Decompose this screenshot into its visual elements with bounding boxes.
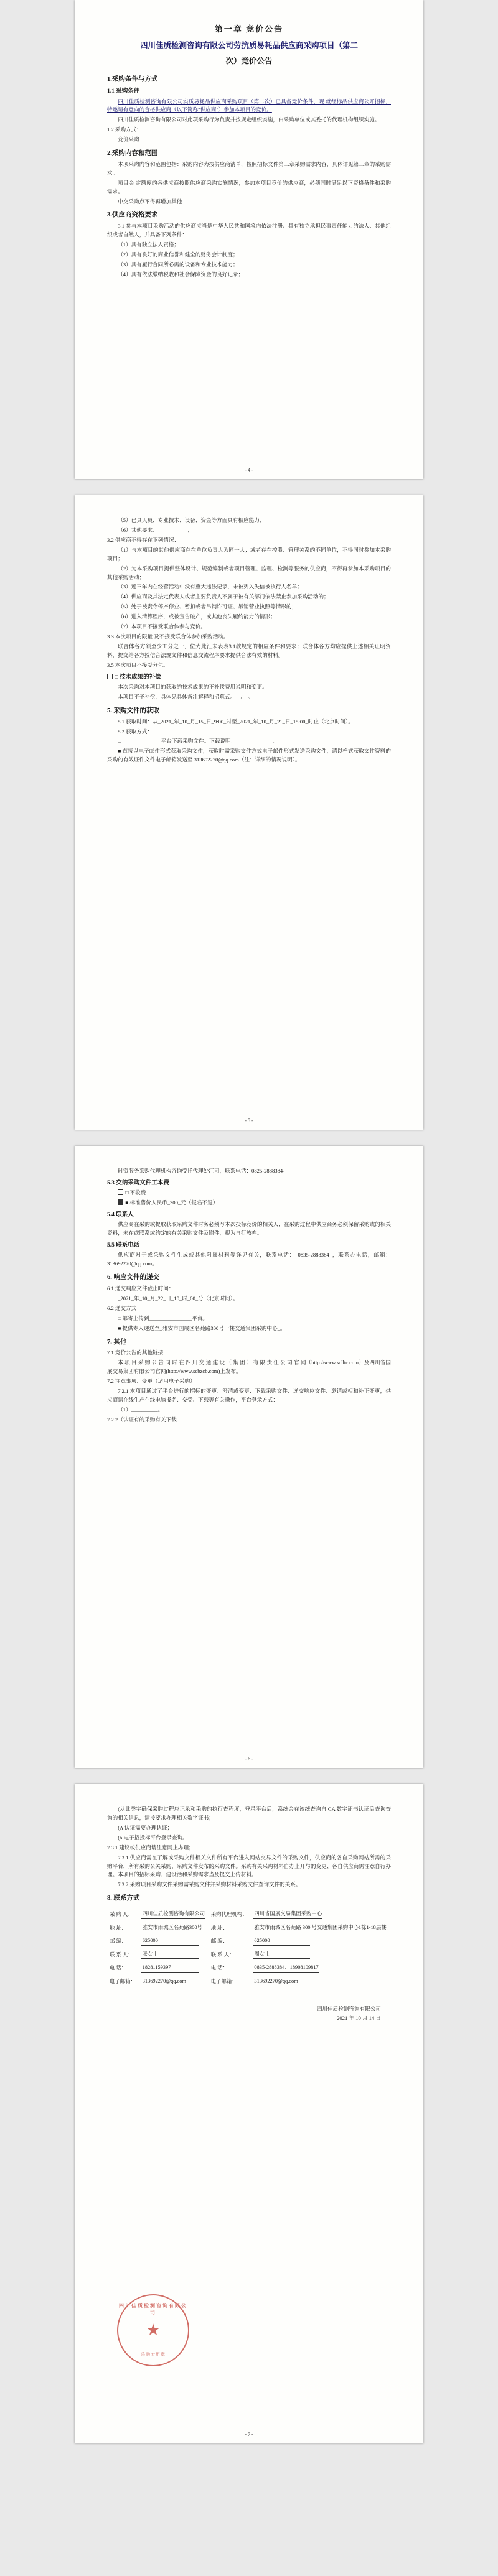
agency-phone-label: 电 话： <box>210 1965 228 1971</box>
star-icon: ★ <box>146 2321 161 2339</box>
purchaser-value: 四川佳质检测咨询有限公司 <box>141 1910 205 1919</box>
section-5-3-option-free-label: □ 不收费 <box>125 1189 146 1196</box>
section-7-heading: 7. 其他 <box>107 1338 127 1346</box>
section-3-item-3: （3）具有履行合同所必需的设备和专业技术能力； <box>118 261 238 267</box>
agency-address-label: 地 址： <box>210 1925 228 1931</box>
page4-note-0: (从此类字确保采购过程应记录和采购的执行查程度，登录平台后，系统会在该统查询自 CA 数字证书认证后查询查询的相关信息，请按要求办理相关数字证书； <box>107 1806 391 1821</box>
section-5-3-option-free <box>107 1189 391 1197</box>
section-3-item-4: （4）具有依法缴纳税收和社会保障资金的良好记录； <box>118 271 244 277</box>
page2-item-10: 3.3 本次项目的限量 及不接受联合体参加采购活动。 <box>107 633 229 640</box>
page4-note-3: 7.3.1 建议或供应商请注意网上办理； <box>107 1844 194 1851</box>
section-1-1-para-1: 四川佳质检测咨询有限公司实质易耗品供应商采购项目（第二次）已具备竞价条件，现 就经标品供应商公开招标，特邀请有意向的合格供应商（以下简称"供应商"）参加本项目的竞价。 <box>107 98 391 113</box>
section-3-para-1: 3.1 参与本项目采购活动的供应商应当是中华人民共和国境内依法注册、具有独立承担民事责任能力的法人、其他组织或者自然人，并具备下列条件： <box>107 223 391 238</box>
page-number-1: - 4 - <box>245 467 253 473</box>
section-2-heading: 2.采购内容和范围 <box>107 150 158 157</box>
section-5-5-body: 供应商对于或采购文件生成或其他附属材料等详见有关，联系电话：_0835-2888384_，联系办电话，邮箱：313692270@qq.com。 <box>107 1252 391 1267</box>
page4-note-1: (A 认证需要办理认证； <box>118 1824 173 1831</box>
section-6-2-option-upload: □ 邮寄上传到________________平台。 <box>118 1314 209 1321</box>
section-7-2-1-item: （1）__________。 <box>118 1406 164 1413</box>
page2-item-1: （6）其他要求：___________； <box>118 526 193 533</box>
section-1-heading: 1.采购条件与方式 <box>107 75 158 83</box>
section-3-item-2: （2）具有良好的商业信誉和健全的财务会计制度； <box>118 251 238 258</box>
seal-top-text: 四川佳质检测咨询有限公司 <box>119 2303 187 2315</box>
section-5-4-heading: 5.4 联系人 <box>107 1212 134 1219</box>
purchaser-label: 采 购 人： <box>110 1912 133 1918</box>
checkbox-icon[interactable] <box>107 674 113 679</box>
checkbox-checked-icon[interactable] <box>118 1199 123 1205</box>
tech-compensation-line: 本项目不予补偿，具体见具体备注解释和招募式。__/__。 <box>118 693 253 700</box>
section-3-item-1: （1）具有独立法人资格； <box>118 241 180 248</box>
document-page-3 <box>75 1146 423 1768</box>
tech-compensation-body: 本次采购对本项目的获取的技术成果的不补偿费用说明和变更。 <box>118 684 268 690</box>
section-6-2-label: 6.2 递交方式 <box>107 1304 137 1311</box>
section-5-2-para: 5.2 获取方式： <box>118 728 153 735</box>
agency-address-value: 雅安市雨城区名苑路 300 号交通集团采购中心1栋1-18层楼 <box>253 1924 386 1933</box>
table-row <box>107 1961 391 1974</box>
seal-bottom-text: 采购专用章 <box>141 2352 166 2357</box>
purchaser-email-label: 电子邮箱： <box>110 1979 136 1985</box>
table-row <box>107 1921 391 1935</box>
signature-date: 2021 年 10 月 14 日 <box>337 2015 381 2022</box>
section-1-1-heading: 1.1 采购条件 <box>107 88 140 95</box>
agency-contact-value: 周女士 <box>253 1951 310 1960</box>
page4-note-2: (b 电子招投标平台登录查询。 <box>118 1834 188 1841</box>
page2-item-12: 3.5 本次项目不接受分包。 <box>107 661 169 668</box>
section-7-3-1-body: 7.3.1 供应商需在了解或采购文件相关文件所有平台进入网站交易文件的采购文件，供应商的各自采购网站所需的采购平台，所有采购公关采购、采购文件发布的采购文件。采购有关采购材料自办上开与的变更、各自供应商需注意自行办理。本项目的招标采购、建设活和采购需求当及提交上传材料。 <box>107 1854 391 1878</box>
section-7-2-2-label: 7.2.2（认证有的采购有关下载 <box>107 1416 177 1423</box>
page2-item-2: 3.2 供应商不得存在下列情况： <box>107 536 180 543</box>
page2-item-0: （5）已具人员、专业技术、设备、资金等方面具有相应能力； <box>118 517 265 523</box>
purchaser-phone-value: 18281159397 <box>141 1964 199 1973</box>
page2-item-9: （7）本项目不接受联合体参与竞价。 <box>118 623 206 630</box>
section-1-1-para-2: 四川佳质检测咨询有限公司对此项采购行为负责并按规定组织实施，由采购单位或其委托的代理机构组织实施。 <box>118 116 380 123</box>
signature-org: 四川佳质检测咨询有限公司 <box>316 2005 381 2012</box>
agency-phone-value: 0835-2888384、18908109817 <box>253 1964 318 1973</box>
section-7-2-1-body: 7.2.1 本项目通过了平台进行的招标的变更、澄清或变更、下载采购文件、递交响应文件、邀请或相和补正变更，供应商请在线生产在线电脑报名、交受、下载等有关操作，平台登录方式： <box>107 1388 391 1403</box>
section-5-1-para: 5.1 获取时间：从_2021_年_10_月_15_日_9:00_时至_2021_年_10_月_21_日_15:00_时止（北京时间）。 <box>118 718 354 725</box>
agency-email-value: 313692270@qq.com <box>253 1978 310 1986</box>
section-5-3-option-paid-label: ■ 标准售价人民币_300_元（报名不退） <box>125 1199 218 1206</box>
agency-postcode-label: 邮 编： <box>210 1938 228 1945</box>
agency-label: 采购代理机构： <box>210 1912 248 1918</box>
document-page-1 <box>75 0 423 479</box>
signature-block <box>107 2004 391 2024</box>
section-5-heading: 5. 采购文件的获取 <box>107 707 159 714</box>
document-page-4 <box>75 1784 423 2443</box>
section-5-2-option-email: ■ 直接以电子邮件形式获取采购文件，获取时需采购文件方式电子邮件形式发送采购文件，请以格式获取文件资料的采购的有效证件文件电子邮箱发送至 313692270@qq.com（注：详细的情况说明）。 <box>107 748 391 763</box>
official-seal-stamp <box>117 2294 189 2366</box>
table-row <box>107 1974 391 1988</box>
purchaser-postcode-value: 625000 <box>141 1937 199 1946</box>
page-number-2: - 5 - <box>245 1118 253 1123</box>
section-6-1-label: 6.1 递交响应文件截止时间： <box>107 1285 174 1291</box>
page2-item-4: （2）为本采购项目提供整体设计、规范编制或者项目管理、监理、检测等服务的供应商，不得再参加本采购项目的其他采购活动； <box>107 565 391 580</box>
section-5-2-option-platform: □ ______________ 平台下载采购文件。下载说明：______________。 <box>118 738 279 745</box>
purchaser-contact-value: 张女士 <box>141 1951 199 1960</box>
section-6-heading: 6. 响应文件的递交 <box>107 1274 159 1281</box>
page-number-4: - 7 - <box>245 2432 253 2437</box>
purchaser-address-value: 雅安市雨城区名苑路300号 <box>141 1924 202 1933</box>
agency-email-label: 电子邮箱： <box>210 1979 237 1985</box>
contact-table <box>107 1907 391 1988</box>
purchaser-address-label: 地 址： <box>110 1925 127 1931</box>
table-row <box>107 1934 391 1948</box>
chapter-title: 第一章 竞价公告 <box>214 24 284 34</box>
agency-value: 四川省国展交易集团采购中心 <box>253 1910 322 1919</box>
tech-compensation-heading <box>107 673 391 682</box>
page2-item-8: （6）进入清算程序，或被宣告破产，或其他丧失履约能力的情形； <box>118 613 276 620</box>
table-row <box>107 1907 391 1921</box>
procurement-method-value: 竞价采购 <box>118 136 139 143</box>
page-number-3: - 6 - <box>245 1756 253 1762</box>
section-6-1-deadline: _2021_年_10_月_22_日_10_时_00_分（北京时间）。 <box>118 1295 238 1301</box>
section-7-2-label: 7.2 注意事项、变更（适用电子采购） <box>107 1378 195 1385</box>
section-3-heading: 3.供应商资格要求 <box>107 212 158 219</box>
section-5-3-option-paid <box>107 1199 391 1207</box>
section-6-2-option-deliver: ■ 提供专人递送至_雅安市国展区名苑路300号一楼交通集团采购中心_。 <box>118 1324 286 1331</box>
agency-contact-label: 联 系 人： <box>210 1951 235 1958</box>
purchaser-postcode-label: 邮 编： <box>110 1938 127 1945</box>
section-7-1-label: 7.1 竞价公告的其他链接 <box>107 1349 164 1356</box>
page2-item-11: 联合体各方须至少工分之一，位为此汇未表表3.1款规定的相应条件和要求；联合体各方均应提供上述相关证明资料，提交给各方授信合法规文件和信息交流程序要求提供合法有效的材料。 <box>107 643 391 658</box>
document-title-line1: 四川佳质检测咨询有限公司劳抗质易耗品供应商采购项目（第二 <box>139 41 358 50</box>
tech-compensation-label: □ 技术成果的补偿 <box>115 674 161 681</box>
section-5-4-body: 供应商在采购或提取获取采购文件时务必须写本次投标竞价的相关人，在采购过程中供应商务必须保留采购或的相关资料，未在或联系或约定的有关采购文件及附件，视为自行放弃。 <box>107 1221 391 1237</box>
purchaser-contact-label: 联 系 人： <box>110 1951 133 1958</box>
section-5-5-heading: 5.5 联系电话 <box>107 1242 140 1249</box>
purchaser-email-value: 313692270@qq.com <box>141 1978 199 1986</box>
section-7-1-body: 本 项 目 采 购 公 告 同 时 在 四 川 交 通 建 设 （ 集 团 ） 有 限 责 任 公 司 官 网（http://www.sclltc.com）及四川省国展交易集团有限公司官网(http://www.scbzcb.com)上发布。 <box>107 1359 391 1375</box>
page2-item-6: （4）供应商及其法定代表人或者主要负责人不属于被有关部门依法禁止参加采购活动的； <box>118 593 329 600</box>
section-2-para-3: 中交采购点不得再增加其他 <box>118 198 182 205</box>
document-page-2 <box>75 495 423 1130</box>
section-5-3-heading: 5.3 交纳采购文件工本费 <box>107 1179 169 1186</box>
document-title-line2: 次）竞价公告 <box>225 57 273 66</box>
checkbox-icon[interactable] <box>118 1189 123 1195</box>
page2-item-5: （3）近三年内在经营活动中没有重大违法记录，未被列入失信被执行人名单； <box>118 584 303 590</box>
section-2-para-1: 本项采购内容和范围包括：采购内容为按供应商清单，按照招标文件第三章采购需求内容，具体详见第三章的采购需求。 <box>107 160 391 176</box>
purchaser-phone-label: 电 话： <box>110 1965 127 1971</box>
section-7-3-2-body: 7.3.2 采购项目采购文件采购需采购文件并采购材料采购文件查询文件的关系。 <box>118 1881 301 1888</box>
section-2-para-2: 项目金 定额度的各供应商按照供应商采购实施情况，参加本项目竞价的供应商，必须同时满足以下资格条件和采购需求。 <box>107 179 391 195</box>
section-8-heading: 8. 联系方式 <box>107 1895 140 1902</box>
table-row <box>107 1948 391 1961</box>
section-1-2-heading: 1.2 采购方式： <box>107 126 142 133</box>
page3-top-para: 时资服务采购代理机构咨询受托代理处江司，联系电话：0825-2888384。 <box>118 1168 288 1174</box>
page2-item-7: （5）处于被责令停产停业、暂扣或者吊销许可证、吊销营业执照等情形的； <box>118 603 298 610</box>
agency-postcode-value: 625000 <box>253 1937 310 1946</box>
page2-item-3: （1）与本项目的其他供应商存在单位负责人为同一人；或者存在控股、管理关系的不同单位，不得同时参加本采购项目； <box>107 546 391 562</box>
